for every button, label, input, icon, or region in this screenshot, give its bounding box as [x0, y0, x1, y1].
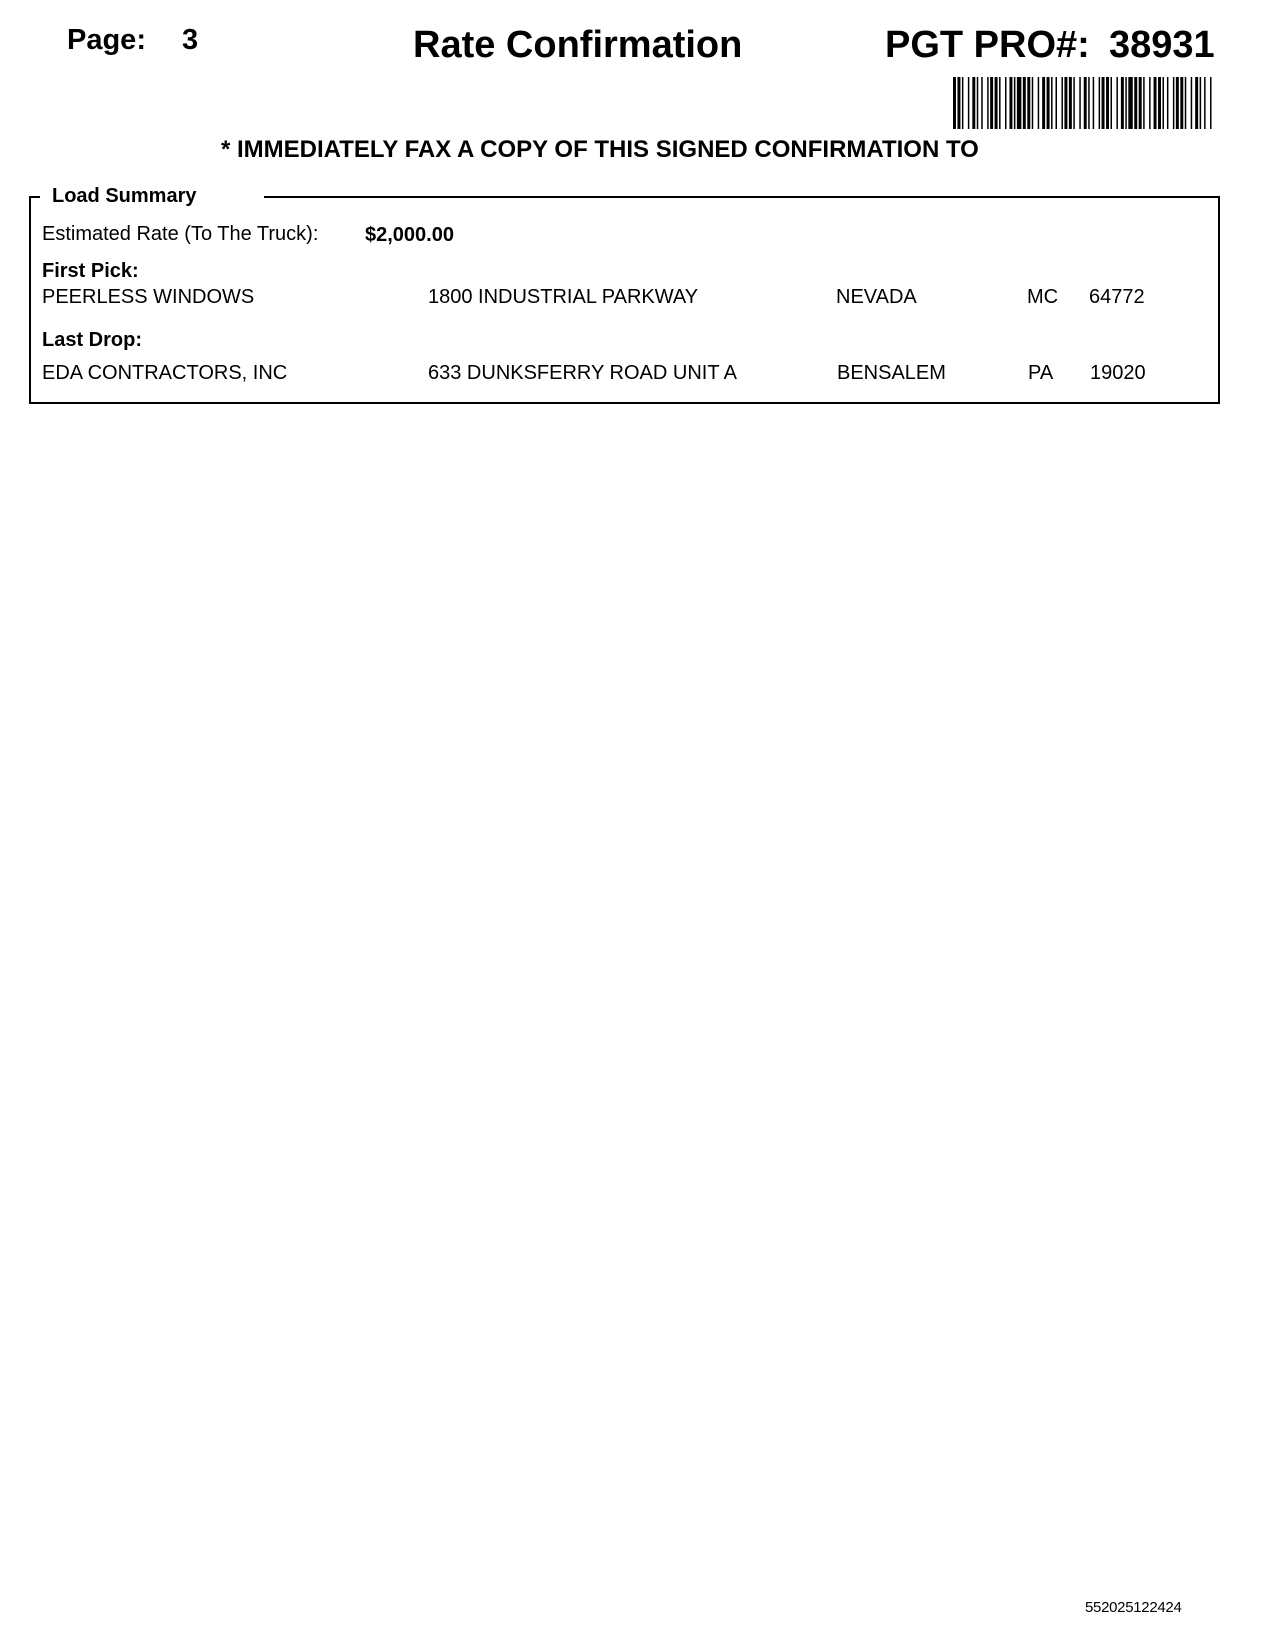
barcode-bar [987, 77, 988, 129]
barcode-bar [1038, 77, 1039, 129]
barcode-bar [1064, 77, 1067, 129]
barcode-bar [990, 77, 993, 129]
barcode-bar [1061, 77, 1062, 129]
fax-notice: * IMMEDIATELY FAX A COPY OF THIS SIGNED CONFIRMATION TO [221, 136, 979, 163]
barcode-bar [1027, 77, 1030, 129]
last-drop-zip: 19020 [1090, 362, 1146, 384]
barcode-bar [1069, 77, 1072, 129]
barcode-bar [1195, 77, 1198, 129]
barcode-bar [1173, 77, 1174, 129]
barcode-bar [1191, 77, 1192, 129]
barcode-bar [1149, 77, 1150, 129]
barcode-bar [1176, 77, 1179, 129]
first-pick-state: MC [1027, 286, 1059, 308]
barcode-bar [981, 77, 982, 129]
estimated-rate-value: $2,000.00 [365, 224, 454, 246]
barcode-bar [1110, 77, 1111, 129]
barcode-bar [1005, 77, 1006, 129]
barcode-bar [1180, 77, 1183, 129]
barcode-bar [1084, 77, 1087, 129]
barcode-bar [1009, 77, 1012, 129]
barcode-bar [1125, 77, 1126, 129]
barcode-bar [1102, 77, 1105, 129]
last-drop-address: 633 DUNKSFERRY ROAD UNIT A [428, 362, 737, 384]
last-drop-city: BENSALEM [837, 362, 946, 384]
barcode-bar [1204, 77, 1205, 129]
document-id: 552025122424 [1085, 1599, 1182, 1616]
barcode-bar [1023, 77, 1026, 129]
barcode-bar [1162, 77, 1163, 129]
first-pick-zip: 64772 [1089, 286, 1145, 308]
barcode-bar [1139, 77, 1142, 129]
barcode-bar [957, 77, 960, 129]
last-drop-heading: Last Drop: [42, 329, 142, 351]
first-pick-city: NEVADA [836, 286, 917, 308]
barcode-bar [1106, 77, 1109, 129]
barcode-bar [953, 77, 956, 129]
load-summary-title: Load Summary [52, 185, 197, 207]
page-number: 3 [182, 24, 199, 56]
pro-number: 38931 [1109, 24, 1215, 66]
barcode-bar [968, 77, 969, 129]
barcode-bar [962, 77, 963, 129]
barcode-bar [1185, 77, 1186, 129]
barcode-bar [1128, 77, 1132, 129]
barcode-bar [1167, 77, 1168, 129]
barcode-bar [1093, 77, 1094, 129]
last-drop-state: PA [1028, 362, 1054, 384]
last-drop-name: EDA CONTRACTORS, INC [42, 362, 288, 384]
pro-number-label: PGT PRO#: [885, 24, 1090, 66]
barcode-bar [1032, 77, 1033, 129]
first-pick-heading: First Pick: [42, 260, 139, 282]
barcode-bar [1143, 77, 1144, 129]
barcode-bar [1121, 77, 1124, 129]
page-label: Page: [67, 24, 146, 56]
barcode-bar [1088, 77, 1089, 129]
barcode-bar [1051, 77, 1052, 129]
barcode-bar [977, 77, 978, 129]
barcode-bar [1014, 77, 1015, 129]
barcode-bar [1210, 77, 1211, 129]
barcode-bar [1047, 77, 1050, 129]
barcode-bar [972, 77, 975, 129]
barcode-bar [1200, 77, 1201, 129]
barcode-bar [1056, 77, 1057, 129]
barcode-bar [1154, 77, 1157, 129]
first-pick-address: 1800 INDUSTRIAL PARKWAY [428, 286, 699, 308]
barcode-bar [1079, 77, 1080, 129]
barcode-bar [999, 77, 1000, 129]
barcode-bar [1073, 77, 1074, 129]
barcode-bar [1134, 77, 1137, 129]
barcode-image [953, 77, 1213, 129]
barcode-bar [1116, 77, 1117, 129]
document-title: Rate Confirmation [413, 24, 743, 66]
barcode-bar [995, 77, 998, 129]
barcode-bar [1017, 77, 1021, 129]
barcode-bar [1158, 77, 1161, 129]
barcode-bar [1099, 77, 1100, 129]
estimated-rate-label: Estimated Rate (To The Truck): [42, 223, 319, 245]
barcode-bar [1042, 77, 1045, 129]
first-pick-name: PEERLESS WINDOWS [42, 286, 255, 308]
